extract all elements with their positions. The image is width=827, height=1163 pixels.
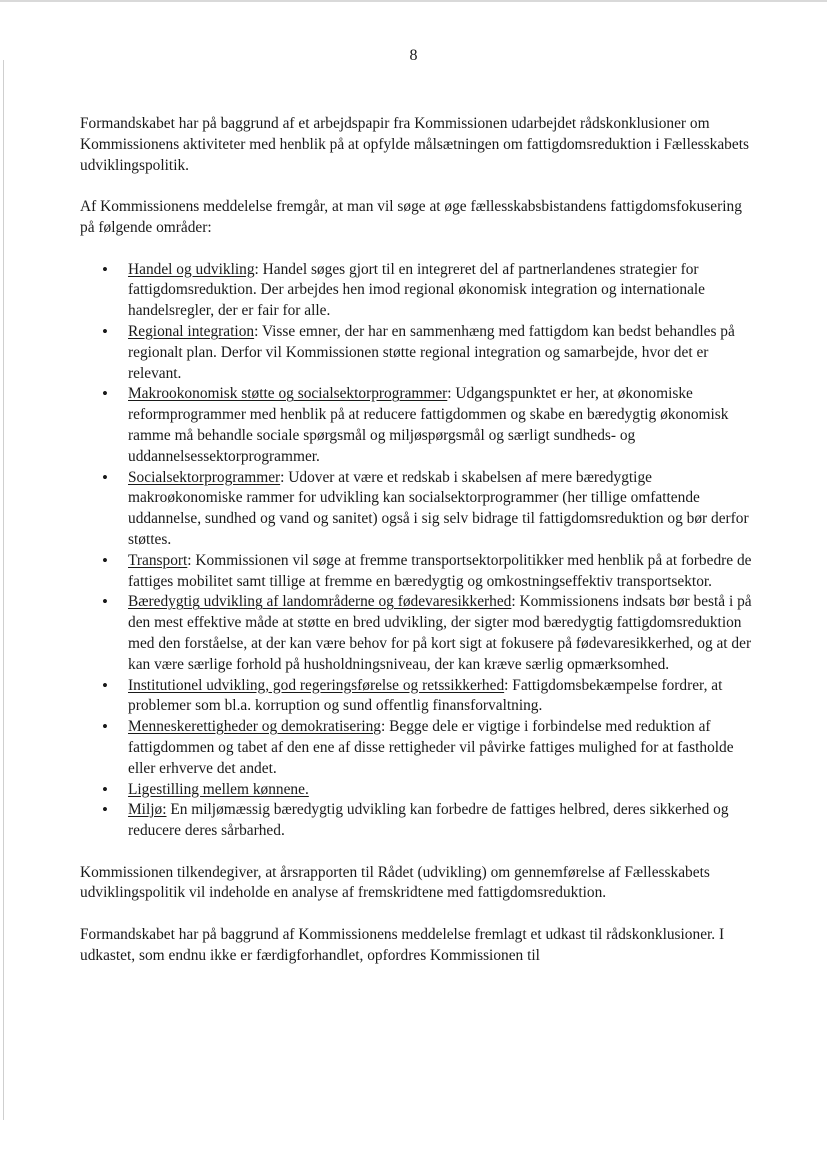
- list-item-text: : Fattigdomsbekæmpelse fordrer, at problemer som bl.a. korruption og sund offentlig finansforvaltning.: [128, 676, 723, 715]
- list-item-term: Menneskerettigheder og demokratisering: [128, 718, 382, 736]
- list-item-term: Ligestilling mellem kønnene.: [128, 780, 309, 798]
- list-item-term: Makrookonomisk støtte og socialsektorprogrammer: [128, 385, 448, 403]
- list-item-term: Miljø:: [128, 801, 167, 819]
- scan-edge-left: [3, 60, 4, 1120]
- list-item: [80, 260, 752, 322]
- list-item-text: En miljømæssig bæredygtig udvikling kan forbedre de fattiges helbred, deres sikkerhed og reducere deres sårbarhed.: [128, 801, 729, 840]
- list-item-term: Handel og udvikling: [128, 260, 255, 278]
- paragraph-council-conclusions: Formandskabet har på baggrund af Kommissionens meddelelse fremlagt et udkast til rådskonklusioner. I udkastet, som endnu ikke er færdigforhandlet, opfordres Kommissionen til: [80, 926, 725, 964]
- list-item-text: : Handel søges gjort til en integreret del af partnerlandenes strategier for fattigdomsreduktion. Der arbejdes hen imod regional økonomisk integration og internationale handelsregler, der er fair for alle.: [128, 260, 706, 320]
- list-item: [80, 592, 752, 675]
- list-item: [80, 676, 752, 718]
- list-item-text: : Visse emner, der har en sammenhæng med fattigdom kan bedst behandles på regionalt plan. Derfor vil Kommissionen støtte regional integration og samarbejde, hvor det er relevant.: [128, 322, 735, 382]
- list-item-text: : Kommissionen vil søge at fremme transportsektorpolitikker med henblik på at forbedre de fattiges mobilitet samt tillige at fremme en bæredygtig og omkostningseffektiv transportsektor.: [128, 551, 752, 590]
- list-item-text: : Udover at være et redskab i skabelsen af mere bæredygtige makroøkonomiske rammer for udvikling kan socialsektorprogrammer (her tillige omfattende uddannelse, sundhed og vand og sanitet) også i sig selv bidrage til fattigdomsreduktion og bør derfor støttes.: [128, 468, 749, 548]
- paragraph-annual-report: Kommissionen tilkendegiver, at årsrapporten til Rådet (udvikling) om gennemførelse af Fællesskabets udviklingspolitik vil indeholde en analyse af fremskridtene med fattigdomsreduktion.: [80, 863, 710, 902]
- list-item: [80, 468, 752, 551]
- list-item: [80, 384, 752, 467]
- paragraph-intro: Formandskabet har på baggrund af et arbejdspapir fra Kommissionen udarbejdet rådskonklusioner om Kommissionens aktiviteter med henblik på at opfylde målsætningen om fattigdomsreduktion i Fællesskabets udviklingspolitik.: [80, 115, 749, 174]
- list-item-text: : Begge dele er vigtige i forbindelse med reduktion af fattigdommen og tabet af den ene af disse rettigheder vil påvirke fattiges mulighed for at fastholde eller erhverve det andet.: [128, 718, 734, 777]
- list-item-term: Institutionel udvikling, god regeringsførelse og retssikkerhed: [128, 676, 505, 694]
- list-item-term: Transport: [128, 551, 188, 569]
- list-item: [80, 717, 752, 779]
- list-item-term: Socialsektorprogrammer: [128, 468, 281, 486]
- scan-edge-top: [0, 0, 827, 2]
- list-item-term: Bæredygtig udvikling af landområderne og fødevaresikkerhed: [128, 593, 512, 611]
- focus-area-list: [80, 260, 752, 842]
- document-body: [80, 114, 752, 987]
- list-item: [80, 551, 752, 593]
- list-item: [80, 780, 752, 801]
- list-item-text: : Udgangspunktet er her, at økonomiske reformprogrammer med henblik på at reducere fattigdommen og skabe en bæredygtig økonomisk ramme må behandle sociale spørgsmål og miljøspørgsmål og særligt sundheds- og uddannelsessektorprogrammer.: [128, 385, 729, 465]
- page-number: 8: [409, 47, 418, 64]
- paragraph-focus-areas: Af Kommissionens meddelelse fremgår, at man vil søge at øge fællesskabsbistandens fattigdomsfokusering på følgende områder:: [80, 198, 742, 236]
- list-item: [80, 322, 752, 384]
- list-item-term: Regional integration: [128, 322, 255, 340]
- list-item-text: : Kommissionens indsats bør bestå i på den mest effektive måde at støtte en bred udvikling, der sigter mod bæredygtig fattigdomsreduktion med den forståelse, at der kan være behov for på kort sigt at fokusere på fødevaresikkerhed, og at der kan være særlige forhold på husholdningsniveau, der kan kræve særlig opmærksomhed.: [128, 593, 752, 673]
- list-item: [80, 800, 752, 842]
